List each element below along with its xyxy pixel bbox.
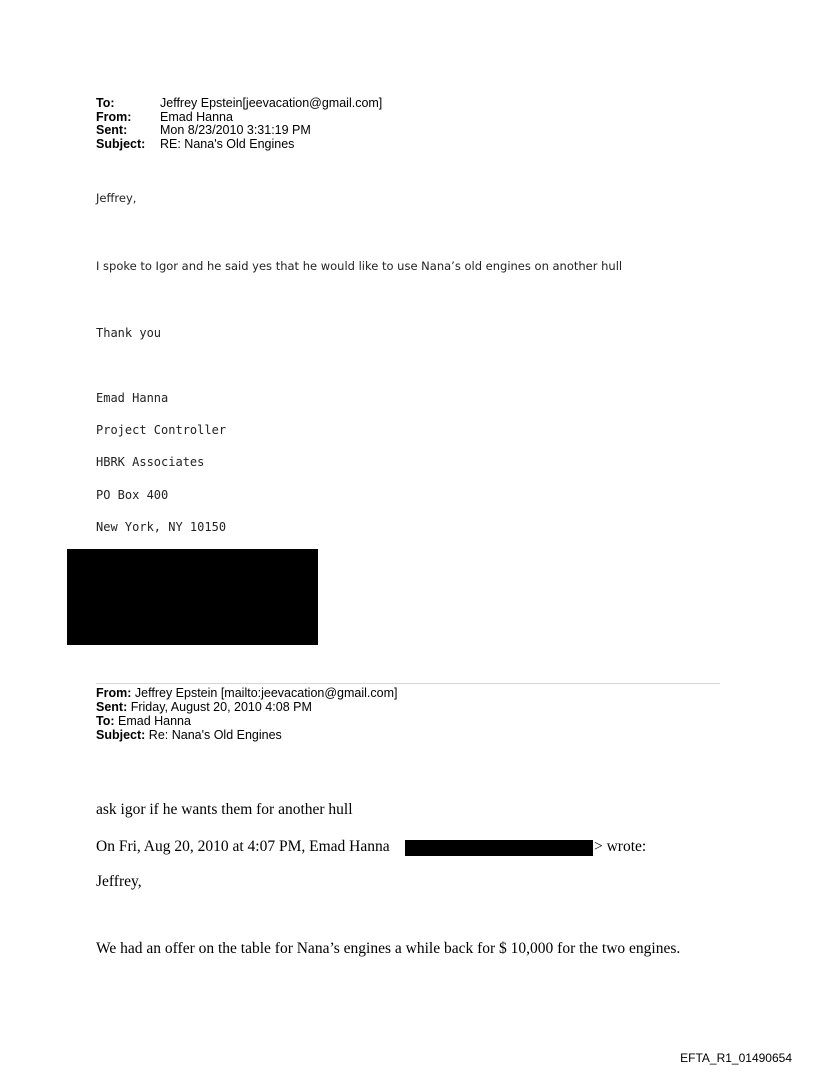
signature-city: New York, NY 10150 [96,520,227,534]
signature-pobox: PO Box 400 [96,488,169,502]
from-value: Emad Hanna [160,109,233,124]
subject-label: Subject: [96,136,146,151]
quoted-attribution-suffix: > wrote: [594,838,647,855]
reply-closing: Thank you [96,326,162,340]
to-label: To: [96,96,115,110]
quoted-greeting: Jeffrey, [96,873,142,890]
quoted-from-label: From: [96,686,132,700]
signature-name: Emad Hanna [96,391,169,405]
quoted-subject-value: Re: Nana's Old Engines [148,728,282,742]
signature-company: HBRK Associates [96,455,205,469]
quoted-line1: ask igor if he wants them for another hull [96,801,353,818]
sent-label: Sent: [96,123,128,137]
redaction-block [67,549,318,645]
quoted-to-label: To: [96,714,115,728]
quoted-subject-label: Subject: [96,728,146,742]
reply-greeting: Jeffrey, [96,191,137,205]
quoted-to-value: Emad Hanna [118,714,191,728]
sent-value: Mon 8/23/2010 3:31:19 PM [160,123,311,137]
quoted-body: We had an offer on the table for Nana’s engines a while back for $ 10,000 for the two engines. [96,940,681,957]
document-id: EFTA_R1_01490654 [680,1051,792,1065]
reply-body: I spoke to Igor and he said yes that he would like to use Nana’s old engines on another hull [96,259,623,273]
divider [96,683,720,684]
subject-value: RE: Nana's Old Engines [160,136,295,151]
to-value: Jeffrey Epstein[jeevacation@gmail.com] [160,96,383,110]
quoted-header [96,686,397,742]
email-header [96,97,382,151]
from-label: From: [96,109,132,124]
redaction-email [405,840,593,856]
quoted-attribution-prefix: On Fri, Aug 20, 2010 at 4:07 PM, Emad Hanna [96,838,390,855]
signature-title: Project Controller [96,423,227,437]
quoted-from-value: Jeffrey Epstein [mailto:jeevacation@gmail.com] [134,686,398,700]
quoted-sent-label: Sent: [96,700,128,714]
quoted-sent-value: Friday, August 20, 2010 4:08 PM [130,700,312,714]
